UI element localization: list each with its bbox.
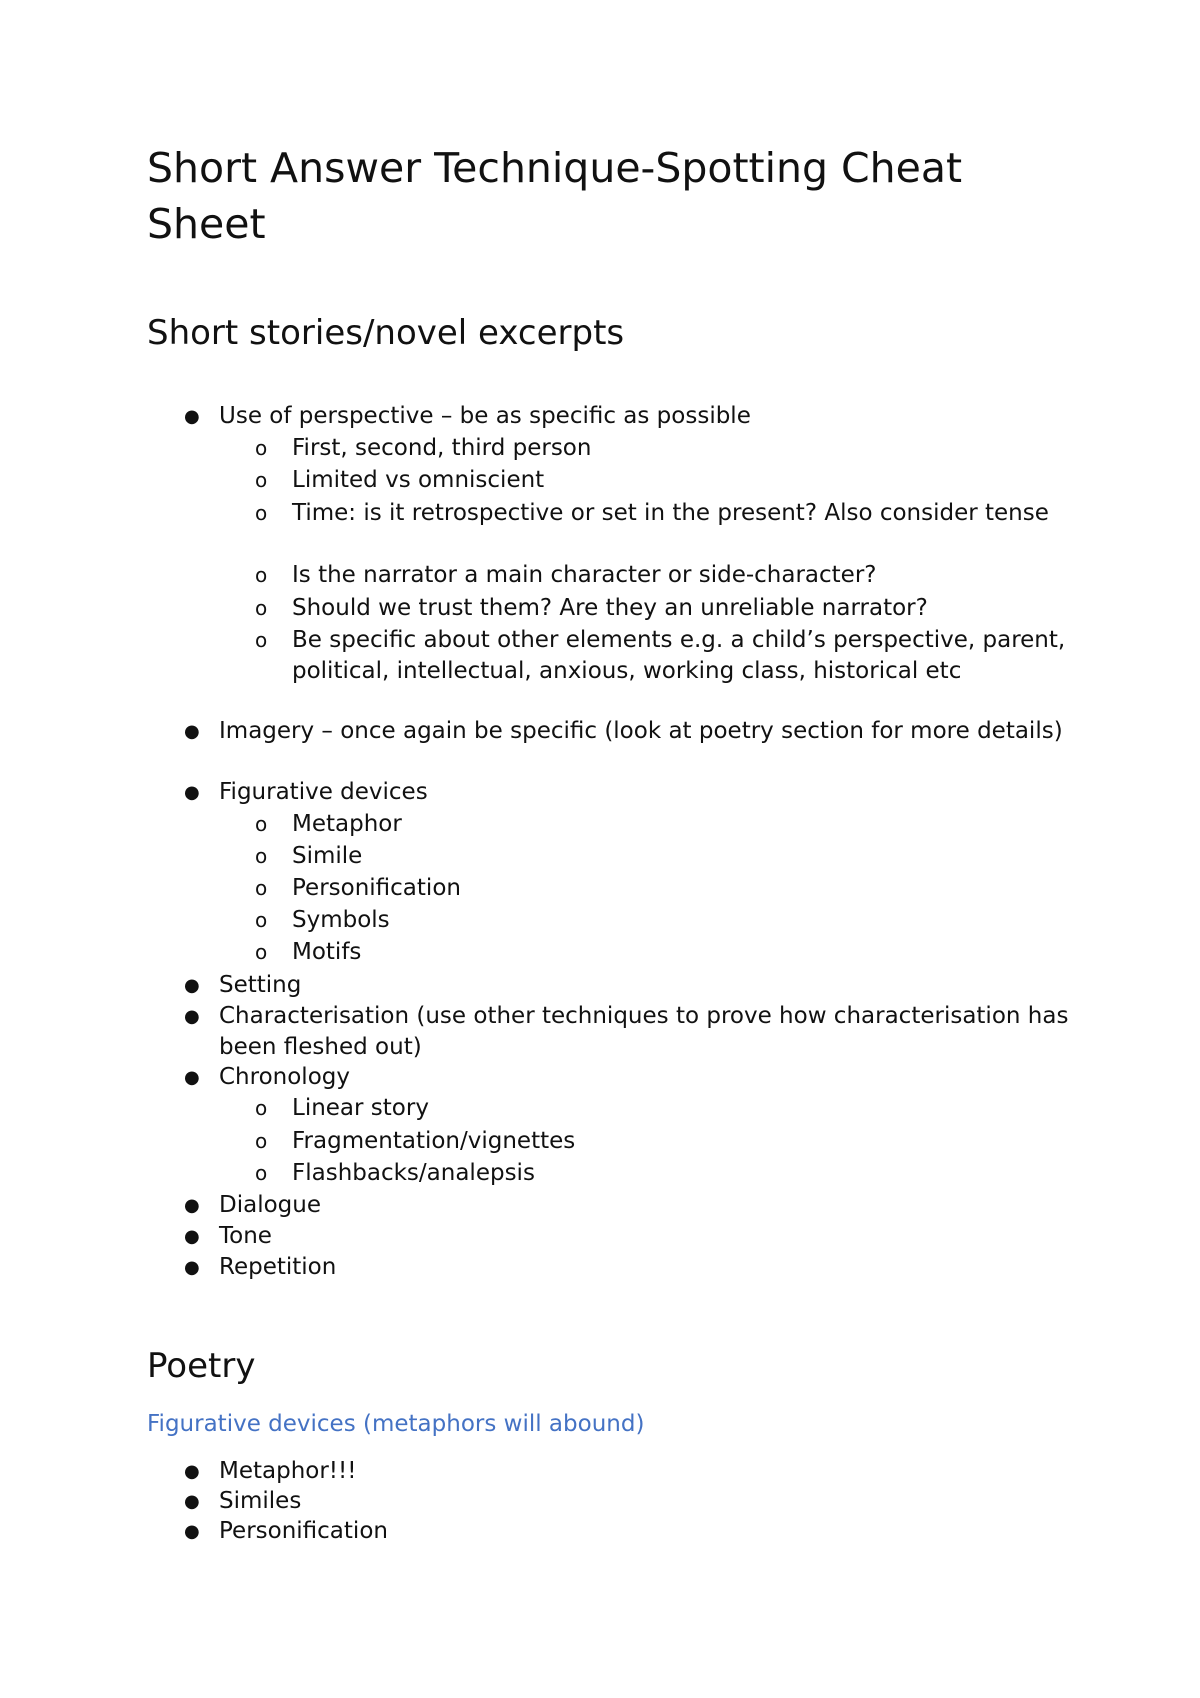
sub-list-item — [255, 1093, 1072, 1124]
list-item — [184, 970, 1079, 1001]
sub-list-item — [255, 809, 1072, 840]
list-item-text: Personification — [292, 875, 461, 901]
list-item-text: Metaphor!!! — [219, 1458, 357, 1484]
sub-list-item — [255, 625, 1073, 687]
sub-bullet-marker: o — [255, 844, 268, 868]
bullet-marker: ● — [184, 1491, 200, 1512]
bullet-marker: ● — [184, 721, 200, 742]
sub-list-item — [255, 873, 1072, 904]
list-item-text: Repetition — [219, 1254, 337, 1280]
list-item-text: Flashbacks/analepsis — [292, 1160, 535, 1186]
sub-bullet-marker: o — [255, 940, 268, 964]
bullet-marker: ● — [184, 1257, 200, 1278]
bullet-marker: ● — [184, 1461, 200, 1482]
list-item — [184, 1001, 1079, 1063]
sub-list-item — [255, 905, 1072, 936]
bullet-marker: ● — [184, 782, 200, 803]
list-item — [184, 1062, 1079, 1093]
bullet-marker: ● — [184, 406, 200, 427]
list-item-text: Figurative devices — [219, 779, 428, 805]
subheading-figurative-devices: Figurative devices (metaphors will abound) — [147, 1411, 645, 1437]
list-item-text: Symbols — [292, 907, 390, 933]
sub-list-item — [255, 465, 1072, 496]
list-item-text: Time: is it retrospective or set in the present? Also consider tense — [292, 500, 1049, 526]
sub-list-item — [255, 841, 1072, 872]
bullet-marker: ● — [184, 1006, 200, 1027]
list-item-text: First, second, third person — [292, 435, 592, 461]
list-item-text: Setting — [219, 972, 302, 998]
list-item — [184, 716, 1079, 747]
list-item-text: Motifs — [292, 939, 362, 965]
sub-list-item — [255, 593, 1072, 624]
sub-bullet-marker: o — [255, 1129, 268, 1153]
sub-bullet-marker: o — [255, 436, 268, 460]
bullet-marker: ● — [184, 975, 200, 996]
sub-bullet-marker: o — [255, 876, 268, 900]
sub-bullet-marker: o — [255, 501, 268, 525]
list-item-text: Similes — [219, 1488, 302, 1514]
list-item — [184, 1516, 1079, 1547]
sub-bullet-marker: o — [255, 628, 268, 652]
list-item — [184, 1456, 1079, 1487]
sub-bullet-marker: o — [255, 1096, 268, 1120]
bullet-marker: ● — [184, 1521, 200, 1542]
bullet-marker: ● — [184, 1067, 200, 1088]
bullet-marker: ● — [184, 1195, 200, 1216]
sub-bullet-marker: o — [255, 596, 268, 620]
sub-list-item — [255, 937, 1072, 968]
sub-list-item — [255, 560, 1072, 591]
list-item — [184, 777, 1079, 808]
section-heading-poetry: Poetry — [147, 1346, 256, 1386]
list-item-text: Tone — [219, 1223, 272, 1249]
list-item-text: Characterisation (use other techniques to prove how characterisation has been fleshed out) — [219, 1003, 1076, 1060]
sub-list-item — [255, 1126, 1072, 1157]
document-title: Short Answer Technique-Spotting Cheat Sheet — [147, 144, 963, 248]
list-item-text: Personification — [219, 1518, 388, 1544]
list-item-text: Fragmentation/vignettes — [292, 1128, 576, 1154]
list-item-text: Chronology — [219, 1064, 350, 1090]
list-item-text: Is the narrator a main character or side-character? — [292, 562, 877, 588]
list-item — [184, 1221, 1079, 1252]
list-item — [184, 1190, 1079, 1221]
section-heading-short-stories: Short stories/novel excerpts — [147, 313, 625, 353]
sub-bullet-marker: o — [255, 908, 268, 932]
sub-list-item — [255, 498, 1072, 529]
list-item — [184, 1486, 1079, 1517]
sub-list-item — [255, 433, 1072, 464]
sub-bullet-marker: o — [255, 1161, 268, 1185]
list-item — [184, 401, 1079, 432]
list-item-text: Use of perspective – be as specific as possible — [219, 403, 751, 429]
sub-bullet-marker: o — [255, 563, 268, 587]
list-item-text: Simile — [292, 843, 363, 869]
list-item-text: Linear story — [292, 1095, 429, 1121]
sub-bullet-marker: o — [255, 812, 268, 836]
sub-list-item — [255, 1158, 1072, 1189]
list-item-text: Metaphor — [292, 811, 402, 837]
list-item — [184, 1252, 1079, 1283]
list-item-text: Should we trust them? Are they an unreliable narrator? — [292, 595, 928, 621]
list-item-text: Dialogue — [219, 1192, 321, 1218]
list-item-text: Imagery – once again be specific (look at poetry section for more details) — [219, 718, 1063, 744]
list-item-text: Be specific about other elements e.g. a child’s perspective, parent, political, intellectual, anxious, working class, historical etc — [292, 627, 1073, 684]
bullet-marker: ● — [184, 1226, 200, 1247]
sub-bullet-marker: o — [255, 468, 268, 492]
list-item-text: Limited vs omniscient — [292, 467, 545, 493]
